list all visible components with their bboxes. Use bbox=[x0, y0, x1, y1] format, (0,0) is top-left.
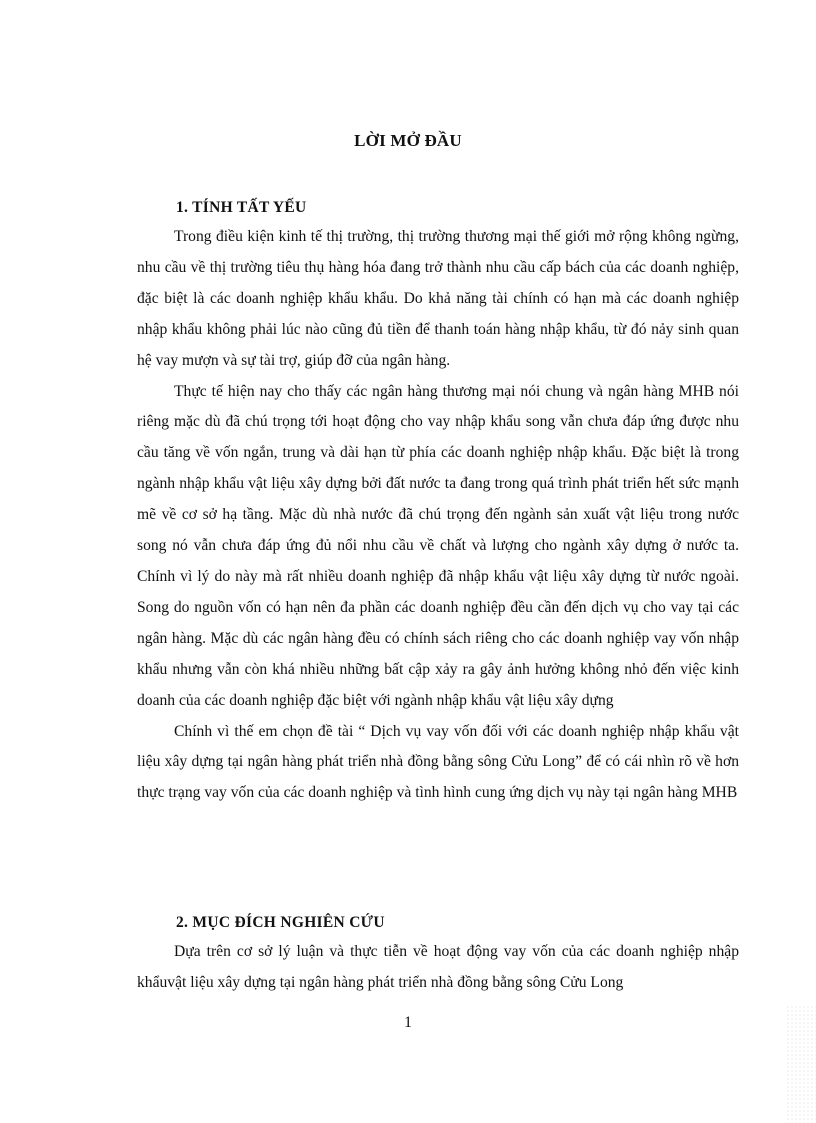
section-2-heading: 2. MỤC ĐÍCH NGHIÊN CỨU bbox=[176, 914, 385, 931]
section-1-paragraph-1: Trong điều kiện kinh tế thị trường, thị trường thương mại thế giới mở rộng không ngừng, nhu cầu về thị trường tiêu thụ hàng hóa đang trở thành nhu cầu cấp bách của các doanh nghiệp, đặc biệt là các doanh nghiệp khẩu khẩu. Do khả năng tài chính có hạn mà các doanh nghiệp nhập khẩu không phải lúc nào cũng đủ tiền để thanh toán hàng nhập khẩu, từ đó nảy sinh quan hệ vay mượn và sự tài trợ, giúp đỡ của ngân hàng. bbox=[137, 228, 739, 369]
section-2-paragraph-1: Dựa trên cơ sở lý luận và thực tiễn về hoạt động vay vốn của các doanh nghiệp nhập khẩuvật liệu xây dựng tại ngân hàng phát triển nhà đồng bằng sông Cửu Long bbox=[137, 943, 739, 991]
section-2-body bbox=[137, 937, 739, 999]
scan-dot-texture bbox=[786, 1005, 816, 1123]
document-title: LỜI MỞ ĐẦU bbox=[354, 131, 462, 150]
section-1-paragraph-2: Thực tế hiện nay cho thấy các ngân hàng thương mại nói chung và ngân hàng MHB nói riêng mặc dù đã chú trọng tới hoạt động cho vay nhập khẩu song vẫn chưa đáp ứng được nhu cầu tăng về vốn ngắn, trung và dài hạn từ phía các doanh nghiệp nhập khẩu. Đặc biệt là trong ngành nhập khẩu vật liệu xây dựng bởi đất nước ta đang trong quá trình phát triển hết sức mạnh mẽ về cơ sở hạ tầng. Mặc dù nhà nước đã chú trọng đến ngành sản xuất vật liệu trong nước song nó vẫn chưa đáp ứng đủ nổi nhu cầu về chất và lượng cho ngành xây dựng ở nước ta. Chính vì lý do này mà rất nhiều doanh nghiệp đã nhập khẩu vật liệu xây dựng từ nước ngoài. Song do nguồn vốn có hạn nên đa phần các doanh nghiệp đều cần đến dịch vụ cho vay tại các ngân hàng. Mặc dù các ngân hàng đều có chính sách riêng cho các doanh nghiệp vay vốn nhập khẩu nhưng vẫn còn khá nhiều những bất cập xảy ra gây ảnh hưởng không nhỏ đến việc kinh doanh của các doanh nghiệp đặc biệt với ngành nhập khẩu vật liệu xây dựng bbox=[137, 382, 739, 709]
section-1-body bbox=[137, 222, 739, 809]
page-number: 1 bbox=[404, 1014, 412, 1031]
section-1-paragraph-3: Chính vì thế em chọn đề tài “ Dịch vụ vay vốn đối với các doanh nghiệp nhập khẩu vật liệu xây dựng tại ngân hàng phát triển nhà đồng bằng sông Cửu Long” để có cái nhìn rõ về hơn thực trạng vay vốn của các doanh nghiệp và tình hình cung ứng dịch vụ này tại ngân hàng MHB bbox=[137, 722, 739, 802]
section-1-heading: 1. TÍNH TẤT YẾU bbox=[176, 199, 307, 216]
